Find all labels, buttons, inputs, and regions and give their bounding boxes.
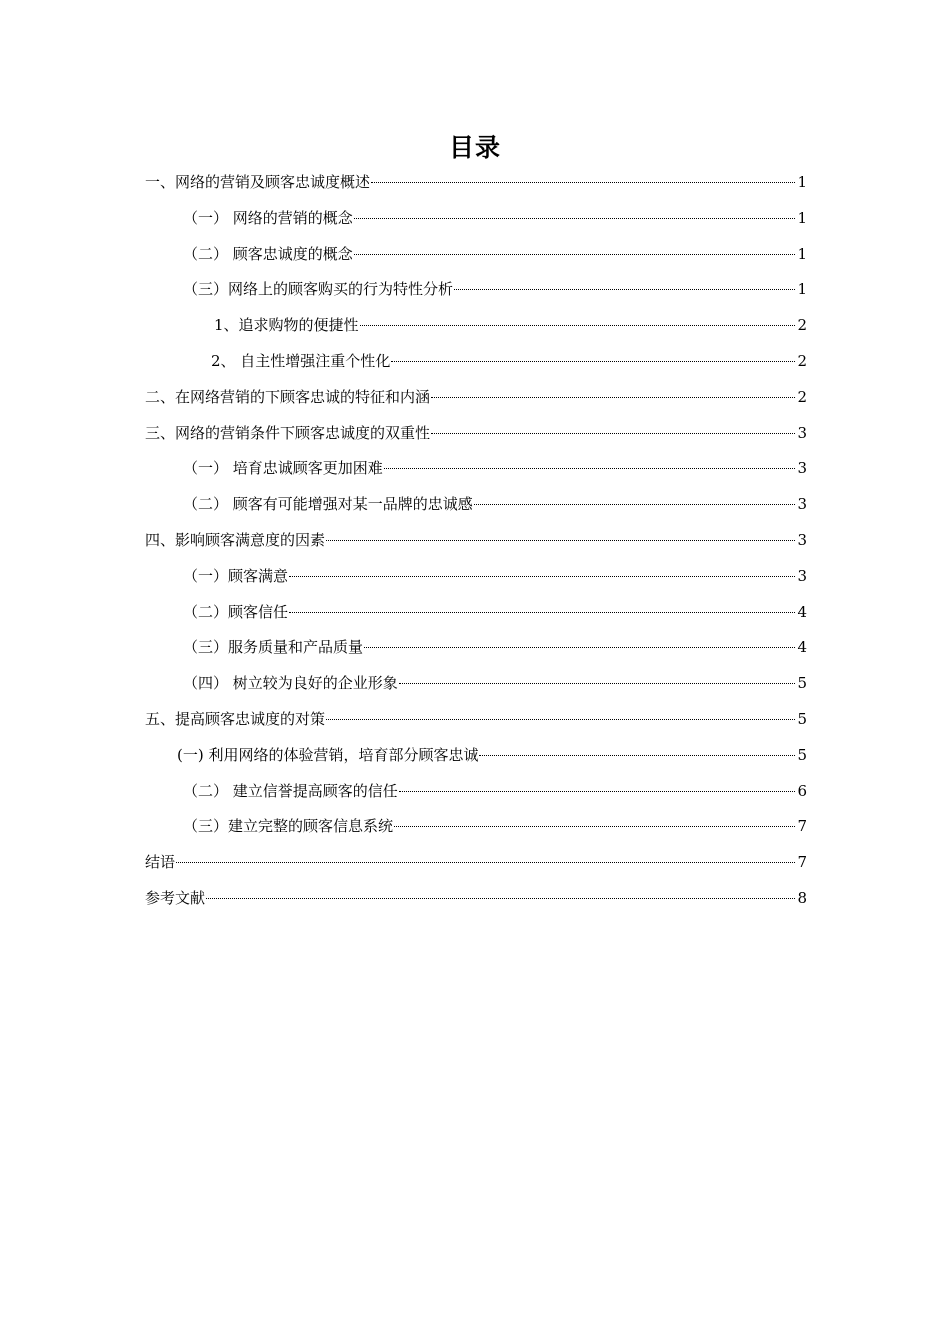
toc-dot-leader: [176, 862, 795, 863]
toc-entry-text: （三）建立完整的顾客信息系统: [183, 817, 394, 836]
toc-dot-leader: [289, 576, 795, 577]
toc-entry-text: 四、影响顾客满意度的因素: [145, 530, 326, 549]
toc-page-number: 1: [797, 208, 807, 227]
toc-entry-text: 二、在网络营销的下顾客忠诚的特征和内涵: [145, 387, 431, 406]
toc-page-number: 3: [797, 566, 807, 585]
toc-dot-leader: [360, 325, 796, 326]
toc-title: 目录: [448, 133, 501, 162]
toc-list: [145, 165, 807, 917]
toc-entry[interactable]: [145, 487, 807, 523]
toc-page-number: 4: [797, 602, 807, 621]
toc-dot-leader: [394, 826, 795, 827]
toc-page-number: 3: [797, 423, 807, 442]
toc-page-number: 1: [797, 280, 807, 299]
toc-dot-leader: [326, 719, 795, 720]
toc-dot-leader: [384, 468, 796, 469]
toc-entry-text: 2、 自主性增强注重个性化: [211, 351, 391, 370]
toc-page-number: 7: [797, 853, 807, 872]
toc-dot-leader: [399, 683, 796, 684]
toc-entry[interactable]: [145, 523, 807, 559]
toc-entry-text: （二） 顾客忠诚度的概念: [183, 244, 353, 263]
toc-dot-leader: [431, 397, 795, 398]
toc-dot-leader: [431, 433, 795, 434]
toc-page-number: 6: [797, 781, 807, 800]
toc-dot-leader: [474, 504, 796, 505]
toc-entry[interactable]: [145, 630, 807, 666]
toc-entry[interactable]: [145, 308, 807, 344]
toc-entry[interactable]: [145, 845, 807, 881]
toc-page-number: 8: [797, 888, 807, 907]
toc-entry[interactable]: [145, 559, 807, 595]
toc-entry[interactable]: [145, 380, 807, 416]
toc-dot-leader: [479, 755, 795, 756]
toc-entry[interactable]: [145, 451, 807, 487]
toc-entry[interactable]: [145, 809, 807, 845]
toc-entry-text: （二） 建立信誉提高顾客的信任: [183, 781, 398, 800]
toc-entry-text: 五、提高顾客忠诚度的对策: [145, 709, 326, 728]
toc-entry[interactable]: [145, 595, 807, 631]
toc-dot-leader: [454, 289, 795, 290]
toc-page-number: 2: [797, 387, 807, 406]
toc-entry-text: （三）服务质量和产品质量: [183, 638, 364, 657]
toc-page-number: 5: [797, 709, 807, 728]
toc-entry[interactable]: [145, 774, 807, 810]
toc-page-number: 1: [797, 173, 807, 191]
toc-entry[interactable]: [145, 165, 807, 201]
toc-entry-text: （三）网络上的顾客购买的行为特性分析: [183, 280, 454, 299]
toc-dot-leader: [399, 791, 796, 792]
toc-entry[interactable]: [145, 237, 807, 273]
toc-entry-text: 结语: [145, 853, 176, 872]
toc-page-number: 5: [797, 745, 807, 764]
toc-page-number: 3: [797, 495, 807, 514]
toc-dot-leader: [326, 540, 795, 541]
toc-dot-leader: [364, 647, 795, 648]
toc-page-number: 3: [797, 530, 807, 549]
toc-dot-leader: [289, 612, 795, 613]
toc-entry[interactable]: [145, 416, 807, 452]
toc-page-number: 3: [797, 459, 807, 478]
toc-entry-text: 一、网络的营销及顾客忠诚度概述: [145, 173, 371, 191]
toc-entry[interactable]: [145, 666, 807, 702]
toc-entry[interactable]: [145, 702, 807, 738]
toc-entry-text: （一） 网络的营销的概念: [183, 208, 353, 227]
toc-dot-leader: [354, 218, 796, 219]
toc-page-number: 5: [797, 674, 807, 693]
toc-page-number: 2: [797, 351, 807, 370]
toc-page-number: 4: [797, 638, 807, 657]
toc-dot-leader: [371, 182, 795, 183]
toc-entry-text: （一） 培育忠诚顾客更加困难: [183, 459, 383, 478]
toc-entry-text: 1、追求购物的便捷性: [214, 316, 359, 335]
toc-page-number: 1: [797, 244, 807, 263]
toc-entry[interactable]: [145, 881, 807, 917]
toc-entry-text: 三、网络的营销条件下顾客忠诚度的双重性: [145, 423, 431, 442]
toc-entry-text: （二）顾客信任: [183, 602, 289, 621]
toc-dot-leader: [354, 254, 796, 255]
toc-entry-text: （四） 树立较为良好的企业形象: [183, 674, 398, 693]
toc-entry-text: (一) 利用网络的体验营销，培育部分顾客忠诚: [177, 745, 479, 764]
toc-page-number: 7: [797, 817, 807, 836]
toc-entry-text: （二） 顾客有可能增强对某一品牌的忠诚感: [183, 495, 473, 514]
toc-entry-text: （一）顾客满意: [183, 566, 289, 585]
toc-entry[interactable]: [145, 201, 807, 237]
toc-dot-leader: [391, 361, 795, 362]
toc-entry[interactable]: [145, 344, 807, 380]
toc-entry-text: 参考文献: [145, 888, 206, 907]
toc-entry[interactable]: [145, 738, 807, 774]
toc-dot-leader: [206, 898, 795, 899]
toc-page-number: 2: [797, 316, 807, 335]
toc-entry[interactable]: [145, 272, 807, 308]
